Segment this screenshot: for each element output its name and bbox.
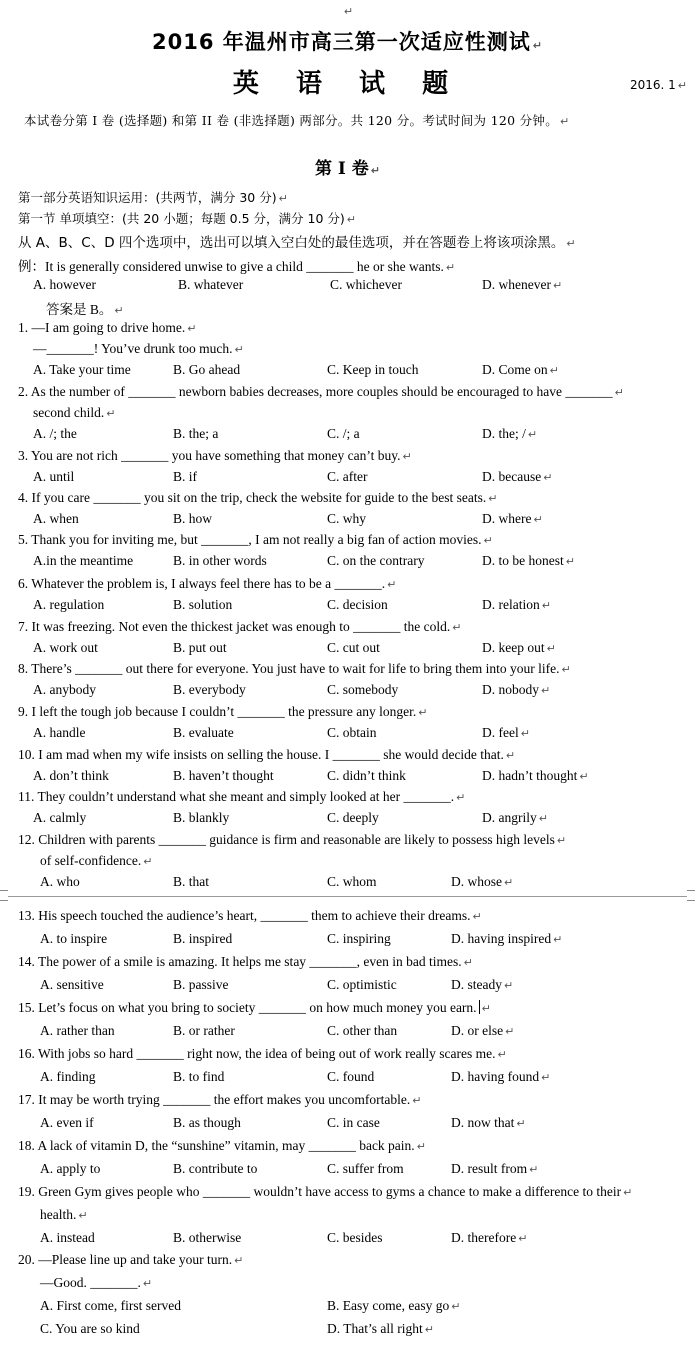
question-stem: 4. If you care _______ you sit on the trip, check the website for guide to the best seats. ↵ bbox=[18, 490, 498, 505]
paragraph-mark: ↵ bbox=[463, 956, 473, 969]
exam-title bbox=[0, 26, 695, 56]
section1-heading-text: 第一节 单项填空：(共 20 小题；每题 0.5 分，满分 10 分) bbox=[18, 211, 345, 226]
page-break-marker-left bbox=[0, 890, 8, 901]
question-option: D. angrily ↵ bbox=[482, 810, 548, 825]
question-option: A. even if bbox=[40, 1115, 94, 1130]
paragraph-mark: ↵ bbox=[445, 261, 456, 274]
question-option: D. having inspired ↵ bbox=[451, 931, 563, 946]
question-stem-continuation: health. ↵ bbox=[40, 1207, 88, 1222]
paragraph-mark: ↵ bbox=[565, 555, 575, 568]
question-option: B. as though bbox=[173, 1115, 241, 1130]
question-option: C. besides bbox=[327, 1230, 383, 1245]
question-option: D. Come on ↵ bbox=[482, 362, 559, 377]
exam-date bbox=[630, 78, 687, 92]
question-option: B. contribute to bbox=[173, 1161, 258, 1176]
question-option: B. everybody bbox=[173, 682, 246, 697]
part1-heading bbox=[18, 188, 288, 206]
question-option: B. to find bbox=[173, 1069, 225, 1084]
paragraph-mark: ↵ bbox=[387, 578, 397, 591]
question-option: B. that bbox=[173, 874, 209, 889]
paragraph-mark: ↵ bbox=[533, 513, 543, 526]
question-option: D. keep out ↵ bbox=[482, 640, 556, 655]
section-instruction bbox=[18, 231, 576, 251]
question-option: B. evaluate bbox=[173, 725, 234, 740]
question-option: C. other than bbox=[327, 1023, 398, 1038]
paragraph-mark: ↵ bbox=[402, 450, 412, 463]
question-option: C. optimistic bbox=[327, 977, 397, 992]
question-option: B. passive bbox=[173, 977, 229, 992]
question-option: C. after bbox=[327, 469, 368, 484]
paragraph-mark: ↵ bbox=[143, 855, 153, 868]
paragraph-mark: ↵ bbox=[561, 663, 571, 676]
paragraph-mark: ↵ bbox=[553, 933, 563, 946]
question-option: D. to be honest ↵ bbox=[482, 553, 575, 568]
question-stem: 17. It may be worth trying _______ the effort makes you uncomfortable. ↵ bbox=[18, 1092, 422, 1107]
question-option: A. First come, first served bbox=[40, 1298, 181, 1313]
paragraph-mark: ↵ bbox=[505, 749, 516, 762]
question-option: B. how bbox=[173, 511, 213, 526]
question-stem-continuation: —_______! You’ve drunk too much. ↵ bbox=[33, 341, 244, 356]
paragraph-mark: ↵ bbox=[114, 304, 124, 317]
question-option: C. cut out bbox=[327, 640, 380, 655]
example-option: D. whenever ↵ bbox=[482, 277, 563, 292]
question-stem: 16. With jobs so hard _______ right now, the idea of being out of work really scares me. ↵ bbox=[18, 1046, 507, 1061]
question-option: A. Take your time bbox=[33, 362, 131, 377]
question-option: A. finding bbox=[40, 1069, 96, 1084]
example-option: A. however bbox=[33, 277, 96, 292]
question-stem: 10. I am mad when my wife insists on selling the house. I _______ she would decide that. ↵ bbox=[18, 747, 516, 762]
paragraph-mark: ↵ bbox=[343, 5, 354, 18]
paragraph-mark: ↵ bbox=[424, 1323, 434, 1336]
exam-intro-text: 本试卷分第 I 卷 (选择题) 和第 II 卷 (非选择题) 两部分。共 120 分。考试时间为 120 分钟。 bbox=[24, 113, 559, 128]
question-option: C. why bbox=[327, 511, 367, 526]
page-break-marker-right bbox=[687, 890, 695, 901]
paragraph-mark: ↵ bbox=[234, 343, 244, 356]
paragraph-mark: ↵ bbox=[483, 534, 493, 547]
paragraph-mark: ↵ bbox=[566, 237, 576, 250]
paragraph-mark: ↵ bbox=[505, 1025, 515, 1038]
paragraph-mark: ↵ bbox=[529, 1163, 539, 1176]
question-stem: 11. They couldn’t understand what she meant and simply looked at her _______. ↵ bbox=[18, 789, 466, 804]
text-cursor bbox=[479, 1000, 480, 1014]
paragraph-mark: ↵ bbox=[418, 706, 428, 719]
paragraph-mark: ↵ bbox=[346, 213, 356, 226]
question-stem: 12. Children with parents _______ guidance is firm and reasonable are likely to possess high levels ↵ bbox=[18, 832, 567, 847]
question-option: C. /; a bbox=[327, 426, 360, 441]
question-option: D. whose ↵ bbox=[451, 874, 514, 889]
paragraph-mark: ↵ bbox=[579, 770, 589, 783]
question-option: D. or else ↵ bbox=[451, 1023, 515, 1038]
paragraph-mark: ↵ bbox=[552, 279, 563, 292]
paragraph-mark: ↵ bbox=[481, 1002, 491, 1015]
question-option: D. the; / ↵ bbox=[482, 426, 538, 441]
question-stem: 20. —Please line up and take your turn. ↵ bbox=[18, 1252, 244, 1267]
paragraph-mark: ↵ bbox=[527, 428, 538, 441]
question-option: B. otherwise bbox=[173, 1230, 242, 1245]
question-option: A. to inspire bbox=[40, 931, 108, 946]
question-option: D. now that ↵ bbox=[451, 1115, 526, 1130]
example-option: C. whichever bbox=[330, 277, 402, 292]
question-option: D. That’s all right ↵ bbox=[327, 1321, 434, 1336]
question-option: B. the; a bbox=[173, 426, 219, 441]
question-option: D. relation ↵ bbox=[482, 597, 551, 612]
question-option: D. having found ↵ bbox=[451, 1069, 551, 1084]
paragraph-mark: ↵ bbox=[504, 876, 514, 889]
question-stem-continuation: second child. ↵ bbox=[33, 405, 116, 420]
question-option: A. anybody bbox=[33, 682, 96, 697]
question-option: C. on the contrary bbox=[327, 553, 425, 568]
question-option: A. when bbox=[33, 511, 79, 526]
return-mark bbox=[0, 2, 695, 18]
paragraph-mark: ↵ bbox=[614, 386, 624, 399]
paragraph-mark: ↵ bbox=[541, 599, 551, 612]
paragraph-mark: ↵ bbox=[516, 1117, 526, 1130]
part1-heading-text: 第一部分英语知识运用：(共两节，满分 30 分) bbox=[18, 190, 277, 205]
part-title-text: 第 I 卷 bbox=[314, 159, 369, 179]
example-answer: 答案是 B。 ↵ bbox=[46, 302, 124, 317]
exam-intro bbox=[24, 111, 570, 129]
question-stem: 14. The power of a smile is amazing. It helps me stay _______, even in bad times. ↵ bbox=[18, 954, 473, 969]
question-option: C. somebody bbox=[327, 682, 399, 697]
page-break-divider bbox=[8, 896, 687, 897]
question-option: D. result from ↵ bbox=[451, 1161, 539, 1176]
question-option: A.in the meantime bbox=[33, 553, 134, 568]
section-instruction-text: 从 A、B、C、D 四个选项中，选出可以填入空白处的最佳选项，并在答题卷上将该项涂黑。 bbox=[18, 235, 565, 251]
paragraph-mark: ↵ bbox=[278, 192, 288, 205]
question-option: C. deeply bbox=[327, 810, 379, 825]
question-stem: 13. His speech touched the audience’s heart, _______ them to achieve their dreams. ↵ bbox=[18, 908, 482, 923]
question-option: B. solution bbox=[173, 597, 233, 612]
question-option: A. apply to bbox=[40, 1161, 101, 1176]
paragraph-mark: ↵ bbox=[497, 1048, 507, 1061]
question-option: B. put out bbox=[173, 640, 227, 655]
subject-title-text: 英 语 试 题 bbox=[232, 69, 463, 99]
question-stem: 19. Green Gym gives people who _______ wouldn’t have access to gyms a chance to make a difference to their ↵ bbox=[18, 1184, 633, 1199]
paragraph-mark: ↵ bbox=[451, 1300, 461, 1313]
paragraph-mark: ↵ bbox=[532, 39, 543, 52]
question-option: D. hadn’t thought ↵ bbox=[482, 768, 589, 783]
paragraph-mark: ↵ bbox=[549, 364, 559, 377]
question-option: B. Easy come, easy go ↵ bbox=[327, 1298, 461, 1313]
part-title bbox=[0, 154, 695, 179]
question-option: A. instead bbox=[40, 1230, 95, 1245]
question-stem: 5. Thank you for inviting me, but _______, I am not really a big fan of action movies. ↵ bbox=[18, 532, 493, 547]
question-option: D. therefore ↵ bbox=[451, 1230, 528, 1245]
question-option: B. blankly bbox=[173, 810, 230, 825]
question-stem: 6. Whatever the problem is, I always feel there has to be a _______. ↵ bbox=[18, 576, 397, 591]
question-stem: 1. —I am going to drive home. ↵ bbox=[18, 320, 197, 335]
question-option: A. who bbox=[40, 874, 80, 889]
exam-date-text: 2016. 1 bbox=[629, 78, 676, 92]
paragraph-mark: ↵ bbox=[560, 115, 570, 128]
question-option: C. inspiring bbox=[327, 931, 391, 946]
question-option: C. suffer from bbox=[327, 1161, 404, 1176]
question-option: B. haven’t thought bbox=[173, 768, 274, 783]
question-option: B. in other words bbox=[173, 553, 267, 568]
paragraph-mark: ↵ bbox=[543, 471, 553, 484]
question-stem-continuation: —Good. _______. ↵ bbox=[40, 1275, 153, 1290]
question-option: A. until bbox=[33, 469, 75, 484]
paragraph-mark: ↵ bbox=[412, 1094, 422, 1107]
paragraph-mark: ↵ bbox=[556, 834, 567, 847]
question-stem-continuation: of self-confidence. ↵ bbox=[40, 853, 153, 868]
exam-title-text: 2016 年温州市高三第一次适应性测试 bbox=[152, 30, 531, 54]
question-option: D. where ↵ bbox=[482, 511, 543, 526]
question-stem: 7. It was freezing. Not even the thickest jacket was enough to _______ the cold. ↵ bbox=[18, 619, 462, 634]
question-stem: 2. As the number of _______ newborn babies decreases, more couples should be encouraged to have _______ ↵ bbox=[18, 384, 624, 399]
question-stem: 8. There’s _______ out there for everyone. You just have to wait for life to bring them into your life. ↵ bbox=[18, 661, 571, 676]
paragraph-mark: ↵ bbox=[518, 1232, 528, 1245]
question-stem: 18. A lack of vitamin D, the “sunshine” vitamin, may _______ back pain. ↵ bbox=[18, 1138, 426, 1153]
paragraph-mark: ↵ bbox=[541, 1071, 551, 1084]
paragraph-mark: ↵ bbox=[488, 492, 498, 505]
paragraph-mark: ↵ bbox=[456, 791, 466, 804]
paragraph-mark: ↵ bbox=[452, 621, 462, 634]
question-option: C. obtain bbox=[327, 725, 377, 740]
paragraph-mark: ↵ bbox=[234, 1254, 244, 1267]
question-option: B. or rather bbox=[173, 1023, 235, 1038]
question-option: A. don’t think bbox=[33, 768, 109, 783]
paragraph-mark: ↵ bbox=[187, 322, 197, 335]
paragraph-mark: ↵ bbox=[78, 1209, 88, 1222]
question-stem: 3. You are not rich _______ you have something that money can’t buy. ↵ bbox=[18, 448, 412, 463]
question-option: A. /; the bbox=[33, 426, 77, 441]
question-option: A. rather than bbox=[40, 1023, 115, 1038]
paragraph-mark: ↵ bbox=[538, 812, 548, 825]
paragraph-mark: ↵ bbox=[677, 79, 687, 92]
paragraph-mark: ↵ bbox=[416, 1140, 426, 1153]
question-option: A. sensitive bbox=[40, 977, 104, 992]
paragraph-mark: ↵ bbox=[623, 1186, 633, 1199]
question-option: C. decision bbox=[327, 597, 388, 612]
question-option: C. whom bbox=[327, 874, 377, 889]
paragraph-mark: ↵ bbox=[472, 910, 482, 923]
question-option: C. found bbox=[327, 1069, 375, 1084]
paragraph-mark: ↵ bbox=[546, 642, 556, 655]
section1-heading bbox=[18, 209, 356, 227]
question-option: D. steady ↵ bbox=[451, 977, 514, 992]
question-option: C. Keep in touch bbox=[327, 362, 419, 377]
question-option: A. work out bbox=[33, 640, 98, 655]
question-option: A. regulation bbox=[33, 597, 105, 612]
question-option: C. in case bbox=[327, 1115, 380, 1130]
question-option: A. handle bbox=[33, 725, 86, 740]
question-stem: 15. Let’s focus on what you bring to society _______ on how much money you earn. ↵ bbox=[18, 1000, 491, 1015]
question-option: D. feel ↵ bbox=[482, 725, 530, 740]
example-option: B. whatever bbox=[178, 277, 244, 292]
question-stem: 9. I left the tough job because I couldn’t _______ the pressure any longer. ↵ bbox=[18, 704, 428, 719]
subject-title bbox=[0, 63, 695, 100]
question-option: B. if bbox=[173, 469, 198, 484]
question-option: B. inspired bbox=[173, 931, 233, 946]
question-option: D. nobody ↵ bbox=[482, 682, 551, 697]
paragraph-mark: ↵ bbox=[541, 684, 551, 697]
question-option: B. Go ahead bbox=[173, 362, 241, 377]
question-option: C. You are so kind bbox=[40, 1321, 140, 1336]
paragraph-mark: ↵ bbox=[142, 1277, 153, 1290]
paragraph-mark: ↵ bbox=[520, 727, 530, 740]
paragraph-mark: ↵ bbox=[504, 979, 514, 992]
question-option: C. didn’t think bbox=[327, 768, 406, 783]
question-option: A. calmly bbox=[33, 810, 87, 825]
example-stem: 例：It is generally considered unwise to give a child _______ he or she wants. ↵ bbox=[18, 259, 456, 274]
question-option: D. because ↵ bbox=[482, 469, 553, 484]
paragraph-mark: ↵ bbox=[370, 164, 380, 177]
paragraph-mark: ↵ bbox=[106, 407, 116, 420]
